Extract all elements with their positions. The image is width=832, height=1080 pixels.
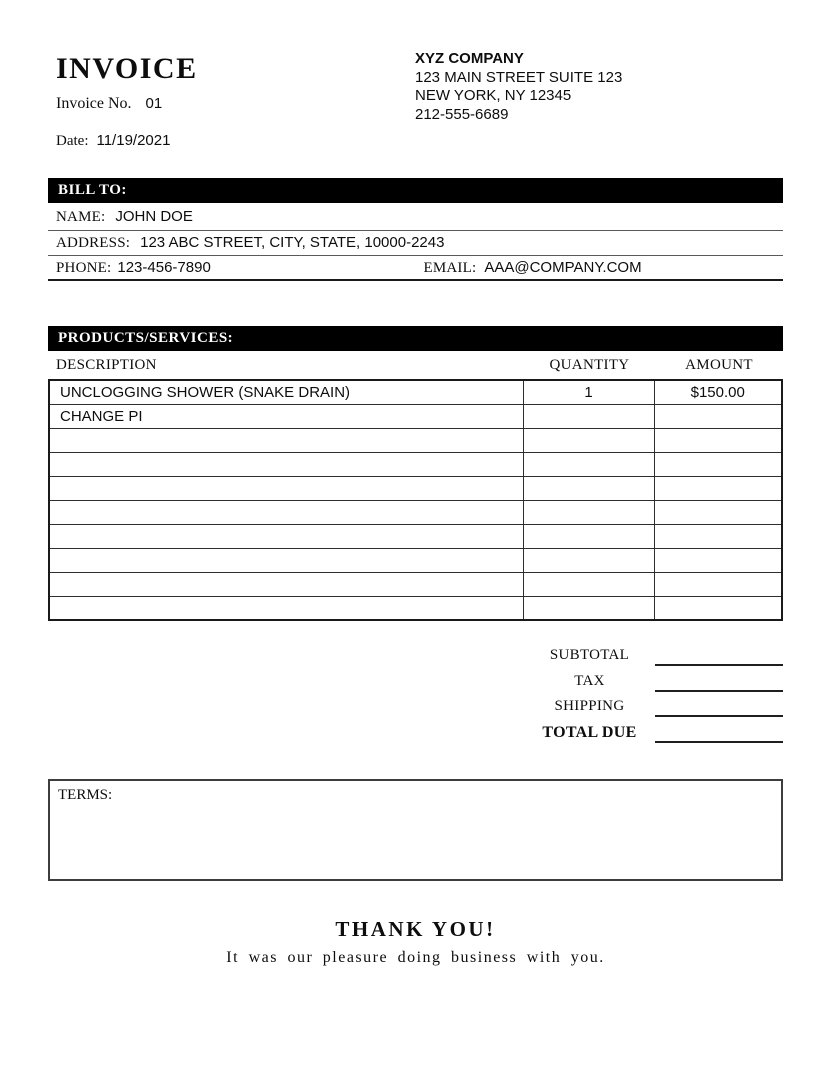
bill-to-phone-email-row: [48, 256, 783, 281]
phone-value[interactable]: 123-456-7890: [117, 259, 211, 276]
bill-to-address-row: [48, 231, 783, 256]
item-cell-amount[interactable]: [654, 524, 782, 548]
table-column-headers: [48, 351, 783, 379]
bill-to-name-row: [48, 203, 783, 231]
column-header-description: DESCRIPTION: [56, 356, 157, 373]
company-address-line2: NEW YORK, NY 12345: [415, 87, 572, 104]
phone-label: PHONE:: [56, 260, 112, 276]
terms-box: [48, 779, 783, 881]
items-table: [48, 379, 783, 621]
item-cell-quantity[interactable]: [523, 476, 654, 500]
company-phone: 212-555-6689: [415, 105, 509, 123]
total-due-label: TOTAL DUE: [542, 723, 637, 741]
subtotal-label: SUBTOTAL: [549, 647, 630, 663]
item-row: [49, 452, 782, 476]
item-cell-quantity[interactable]: [523, 500, 654, 524]
address-label: ADDRESS:: [56, 235, 131, 251]
item-cell-description[interactable]: [49, 476, 523, 500]
item-row: [49, 524, 782, 548]
products-header-bar: PRODUCTS/SERVICES:: [48, 326, 783, 351]
item-cell-description[interactable]: [49, 596, 523, 620]
invoice-title: INVOICE: [56, 52, 198, 85]
company-address-line1: 123 MAIN STREET SUITE 123: [415, 68, 623, 86]
invoice-number-value[interactable]: 01: [145, 95, 163, 112]
item-cell-amount[interactable]: [654, 548, 782, 572]
invoice-date-row: [56, 132, 415, 150]
footer: [48, 917, 783, 967]
item-cell-amount[interactable]: [654, 500, 782, 524]
terms-label: TERMS:: [58, 787, 113, 803]
item-cell-description[interactable]: [49, 500, 523, 524]
phone-cell: [48, 256, 416, 279]
item-row: [49, 380, 782, 404]
item-cell-quantity[interactable]: [523, 524, 654, 548]
item-cell-quantity[interactable]: 1: [523, 380, 654, 404]
name-value[interactable]: JOHN DOE: [115, 208, 193, 225]
item-row: [49, 428, 782, 452]
footer-message: It was our pleasure doing business with you.: [226, 949, 605, 966]
bill-to-section: [48, 178, 783, 281]
item-cell-quantity[interactable]: [523, 404, 654, 428]
email-cell: [416, 256, 784, 279]
thank-you-text: THANK YOU!: [335, 917, 496, 941]
name-label: NAME:: [56, 209, 106, 225]
bill-to-header-bar: BILL TO:: [48, 178, 783, 203]
tax-label: TAX: [574, 672, 605, 689]
tax-value-line[interactable]: [655, 671, 783, 692]
subtotal-value-line[interactable]: [655, 645, 783, 666]
item-cell-amount[interactable]: [654, 428, 782, 452]
item-cell-amount[interactable]: [654, 404, 782, 428]
email-label: EMAIL:: [423, 260, 477, 276]
item-cell-description[interactable]: UNCLOGGING SHOWER (SNAKE DRAIN): [49, 380, 523, 404]
item-cell-description[interactable]: [49, 452, 523, 476]
item-row: [49, 500, 782, 524]
invoice-date-value[interactable]: 11/19/2021: [96, 132, 171, 149]
address-value[interactable]: 123 ABC STREET, CITY, STATE, 10000-2243: [140, 234, 445, 251]
item-cell-description[interactable]: CHANGE PI: [49, 404, 523, 428]
company-name: XYZ COMPANY: [415, 50, 524, 67]
shipping-label: SHIPPING: [554, 698, 625, 714]
shipping-value-line[interactable]: [655, 696, 783, 717]
item-cell-quantity[interactable]: [523, 428, 654, 452]
item-cell-quantity[interactable]: [523, 452, 654, 476]
item-cell-quantity[interactable]: [523, 572, 654, 596]
invoice-number-row: [56, 95, 415, 113]
invoice-number-label: Invoice No.: [56, 95, 132, 112]
subtotal-row: [48, 645, 783, 671]
products-section: [48, 326, 783, 621]
item-cell-description[interactable]: [49, 572, 523, 596]
company-block: [415, 48, 783, 150]
item-row: [49, 404, 782, 428]
tax-row: [48, 671, 783, 697]
item-cell-quantity[interactable]: [523, 548, 654, 572]
invoice-date-label: Date:: [56, 133, 89, 149]
item-cell-amount[interactable]: [654, 476, 782, 500]
item-row: [49, 548, 782, 572]
item-cell-description[interactable]: [49, 548, 523, 572]
item-row: [49, 476, 782, 500]
total-due-value-line[interactable]: [655, 722, 783, 743]
item-cell-description[interactable]: [49, 428, 523, 452]
header: [48, 48, 783, 150]
column-header-amount: AMOUNT: [685, 356, 753, 373]
email-value[interactable]: AAA@COMPANY.COM: [484, 259, 642, 276]
item-cell-amount[interactable]: [654, 596, 782, 620]
totals-section: [48, 645, 783, 747]
shipping-row: [48, 696, 783, 722]
invoice-meta: [48, 48, 415, 150]
column-header-quantity: QUANTITY: [549, 356, 630, 373]
item-cell-description[interactable]: [49, 524, 523, 548]
item-cell-amount[interactable]: [654, 452, 782, 476]
item-cell-amount[interactable]: $150.00: [654, 380, 782, 404]
item-cell-quantity[interactable]: [523, 596, 654, 620]
item-row: [49, 596, 782, 620]
item-row: [49, 572, 782, 596]
total-due-row: [48, 722, 783, 748]
item-cell-amount[interactable]: [654, 572, 782, 596]
